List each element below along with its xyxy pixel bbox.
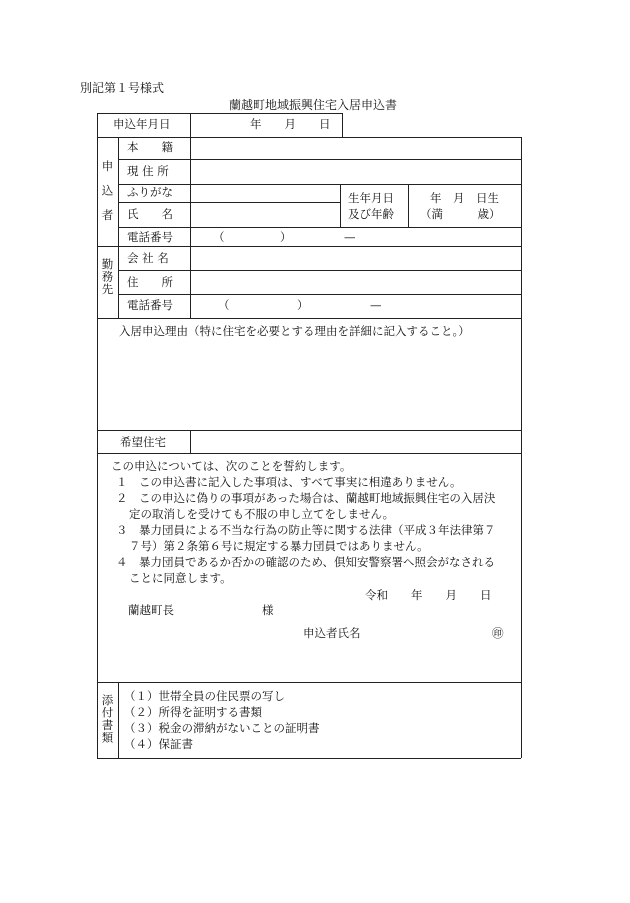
pledge-item-4-line-2: ことに同意します。 [129,571,232,585]
reason-label: 入居申込理由（特に住宅を必要とする理由を詳細に記入すること。） [119,324,470,338]
workplace-phone-dash: — [370,298,382,312]
pledge-date[interactable]: 令和 年 月 日 [365,588,492,602]
attachments-section-label: 添付書類 [100,694,115,744]
applicant-section-label: 申込者 [100,160,115,234]
addressee: 蘭越町長 [128,603,174,617]
desired-housing-field[interactable] [192,432,519,452]
birth-label-1: 生年月日 [348,191,394,205]
signer-label: 申込者氏名 [303,626,361,640]
workplace-phone-paren-close: ） [297,298,309,312]
applicant-phone-paren-close: ） [280,230,292,244]
workplace-address-label: 住 所 [127,275,173,289]
workplace-phone-paren-open: （ [218,298,230,312]
pledge-item-2-line-2: 定の取消しを受けても不服の申し立てをしません。 [129,507,395,521]
honseki-label: 本 籍 [127,140,173,154]
birth-label-2: 及び年齢 [348,207,394,221]
furigana-label: ふりがな [127,185,173,199]
address-label: 現 住 所 [127,164,169,178]
signer-name-field[interactable] [370,624,485,642]
name-field[interactable] [192,204,338,226]
pledge-item-2-line-1: ２ この申込に偽りの事項があった場合は、蘭越町地域振興住宅の入居決 [116,491,496,505]
furigana-field[interactable] [192,186,338,201]
attachment-item-2: （２）所得を証明する書類 [124,705,262,719]
seal-mark: ㊞ [492,626,504,640]
company-label: 会 社 名 [127,251,169,265]
workplace-section-label: 勤務先 [100,258,115,296]
attachment-item-4: （４）保証書 [124,737,193,751]
birth-date-value[interactable]: 年 月 日生 [430,191,499,205]
workplace-phone-label: 電話番号 [127,298,173,312]
applicant-phone-paren-open: （ [213,230,225,244]
applicant-phone-dash: — [344,230,356,244]
address-field[interactable] [192,161,519,183]
form-title: 蘭越町地域振興住宅入居申込書 [229,98,398,112]
desired-housing-label: 希望住宅 [120,435,166,449]
honseki-field[interactable] [192,139,519,158]
application-date-value[interactable]: 年 月 日 [250,117,331,131]
applicant-phone-field[interactable] [192,229,519,245]
pledge-item-1: １ この申込書に記入した事項は、すべて事実に相違ありません。 [116,475,462,489]
name-label: 氏 名 [127,207,173,221]
pledge-item-3-line-1: ３ 暴力団員による不当な行為の防止等に関する法律（平成３年法律第７ [116,523,496,537]
application-date-label: 申込年月日 [113,117,171,131]
reason-field[interactable] [99,342,519,428]
age-value[interactable]: （満 歳） [420,207,501,221]
form-number: 別記第１号様式 [80,81,165,95]
attachment-item-1: （１）世帯全員の住民票の写し [124,689,285,703]
company-field[interactable] [192,248,519,269]
workplace-phone-field[interactable] [192,296,519,317]
pledge-item-3-line-2: ７号）第２条第６号に規定する暴力団員ではありません。 [129,539,429,553]
pledge-intro: この申込については、次のことを誓約します。 [111,459,352,473]
workplace-address-field[interactable] [192,272,519,293]
applicant-phone-label: 電話番号 [127,230,173,244]
attachment-item-3: （３）税金の滞納がないことの証明書 [124,721,320,735]
pledge-item-4-line-1: ４ 暴力団員であるか否かの確認のため、倶知安警察署へ照会がなされる [116,555,496,569]
addressee-honorific: 様 [262,603,274,617]
